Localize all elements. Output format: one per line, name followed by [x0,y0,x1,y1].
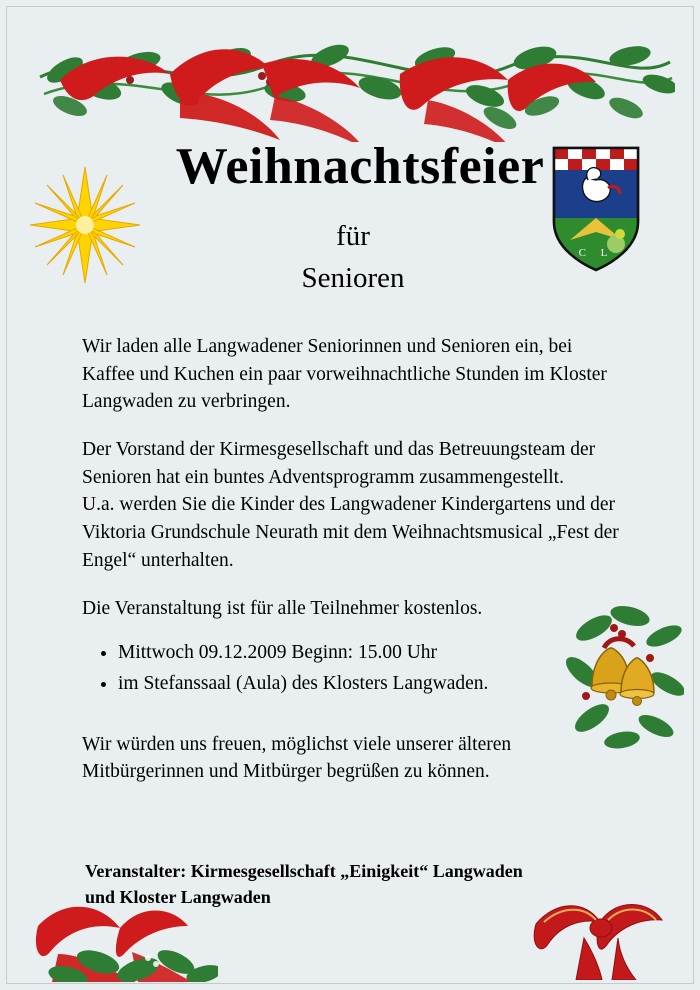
organizer-line-2: und Kloster Langwaden [85,887,271,908]
organizer-line-1: Veranstalter: Kirmesgesellschaft „Einigkeit“ Langwaden [85,861,523,881]
paragraph-free-entry: Die Veranstaltung ist für alle Teilnehmer kostenlos. [82,597,483,619]
paragraph-musical: U.a. werden Sie die Kinder des Langwadener Kindergartens und der Viktoria Grundschule Neurath mit dem Weihnachtsmusical „Fest der Engel“ unterhalten. [82,494,619,571]
event-details-list [82,638,622,699]
title-block [0,140,700,299]
page-title: Weihnachtsfeier [175,138,545,195]
paragraph-closing: Wir würden uns freuen, möglichst viele unserer älteren Mitbürgerinnen und Mitbürger begrüßen zu können. [82,733,512,783]
subtitle-line-1: für [336,219,370,252]
crest-letters: C L [578,247,614,259]
red-bow-icon [524,890,674,980]
christmas-bells-icon [564,602,684,752]
list-item: • im Stefanssaal (Aula) des Klosters Langwaden. [118,669,622,698]
subtitle-line-2: Senioren [301,261,405,294]
paragraph-invitation: Wir laden alle Langwadener Seniorinnen und Senioren ein, bei Kaffee und Kuchen ein paar vorweihnachtliche Stunden im Kloster Langwaden zu verbringen. [82,336,607,413]
list-item: • Mittwoch 09.12.2009 Beginn: 15.00 Uhr [118,638,622,667]
body-text [82,333,622,806]
red-bow-icon [28,892,218,982]
page-subtitle [0,215,700,299]
holly-garland-icon [30,22,675,142]
paragraph-program: Der Vorstand der Kirmesgesellschaft und das Betreuungsteam der Senioren hat ein buntes Adventsprogramm zusammengestellt. [82,439,596,488]
